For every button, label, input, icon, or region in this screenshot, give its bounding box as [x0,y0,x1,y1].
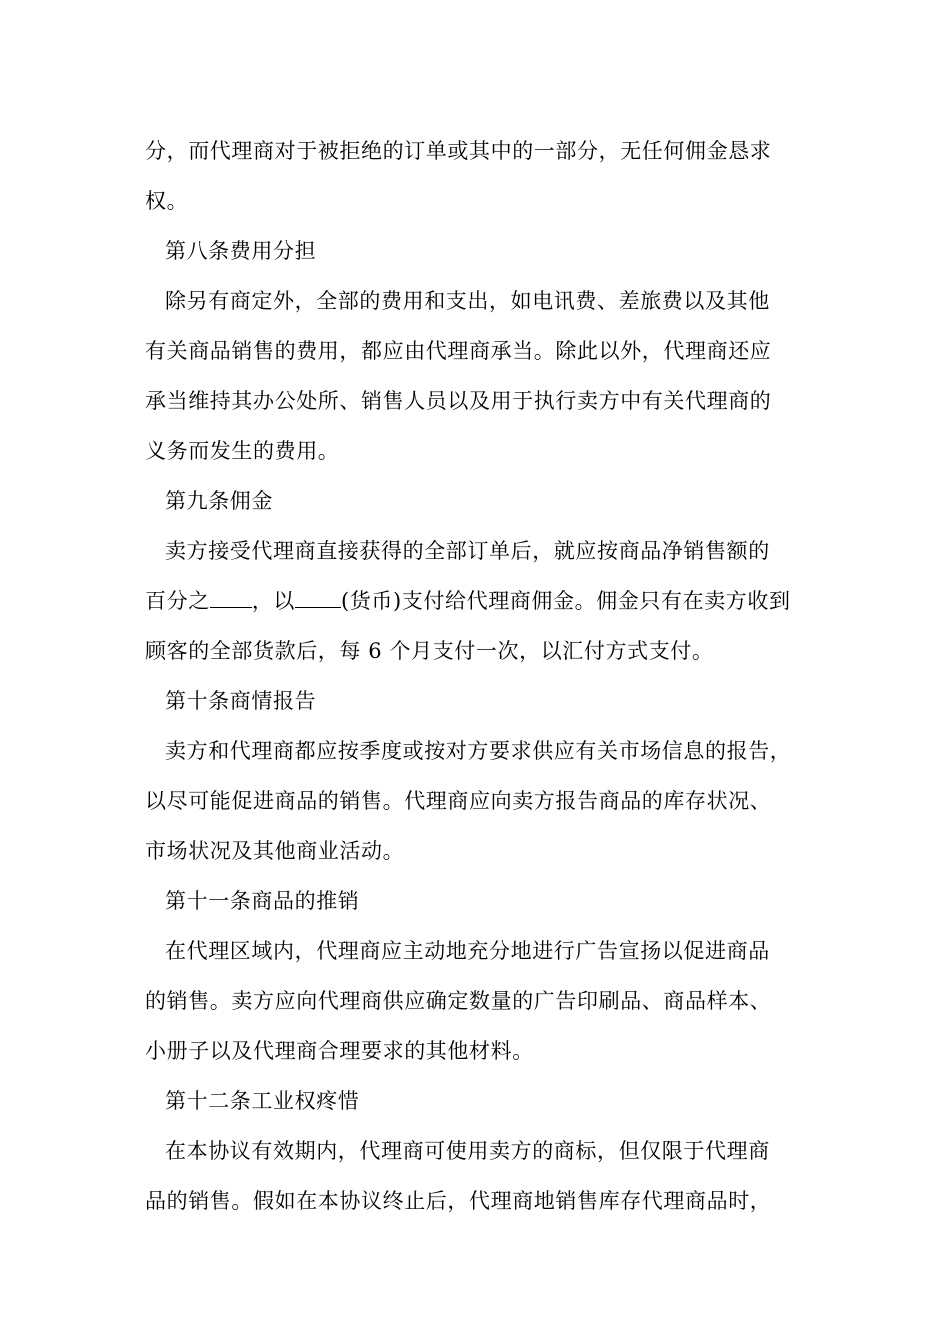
paragraph-line: 卖方接受代理商直接获得的全部订单后，就应按商品净销售额的 [165,539,770,563]
paragraph-text: ，以 [251,589,296,613]
section-heading-article-9: 第九条佣金 [165,489,273,513]
paragraph-line: 的销售。卖方应向代理商供应确定数量的广告印刷品、商品样本、 [145,989,772,1013]
paragraph-line: 小册子以及代理商合理要求的其他材料。 [145,1039,534,1063]
paragraph-text: 百分之 [145,589,210,613]
paragraph-line: 以尽可能促进商品的销售。代理商应向卖方报告商品的库存状况、 [145,789,772,813]
paragraph-line: 义务而发生的费用。 [145,439,340,463]
currency-blank [295,587,341,608]
paragraph-line: 承当维持其办公处所、销售人员以及用于执行卖方中有关代理商的 [145,389,772,413]
paragraph-line: 品的销售。假如在本协议终止后，代理商地销售库存代理商品时， [145,1189,772,1213]
paragraph-text: (货币)支付给代理商佣金。佣金只有在卖方收到 [341,589,791,613]
paragraph-line: 分，而代理商对于被拒绝的订单或其中的一部分，无任何佣金恳求 [145,139,772,163]
paragraph-line: 在本协议有效期内，代理商可使用卖方的商标，但仅限于代理商 [165,1139,770,1163]
paragraph-line: 市场状况及其他商业活动。 [145,839,405,863]
paragraph-line: 顾客的全部货款后，每 6 个月支付一次，以汇付方式支付。 [145,639,714,663]
paragraph-line-with-blanks [145,586,791,616]
paragraph-line: 在代理区域内，代理商应主动地充分地进行广告宣扬以促进商品 [165,939,770,963]
percentage-blank [210,587,252,608]
paragraph-line: 有关商品销售的费用，都应由代理商承当。除此以外，代理商还应 [145,339,772,363]
section-heading-article-8: 第八条费用分担 [165,239,317,263]
section-heading-article-11: 第十一条商品的推销 [165,889,360,913]
paragraph-line: 除另有商定外，全部的费用和支出，如电讯费、差旅费以及其他 [165,289,770,313]
paragraph-line: 权。 [145,189,189,213]
paragraph-line: 卖方和代理商都应按季度或按对方要求供应有关市场信息的报告， [165,739,792,763]
section-heading-article-10: 第十条商情报告 [165,689,317,713]
section-heading-article-12: 第十二条工业权疼惜 [165,1089,360,1113]
